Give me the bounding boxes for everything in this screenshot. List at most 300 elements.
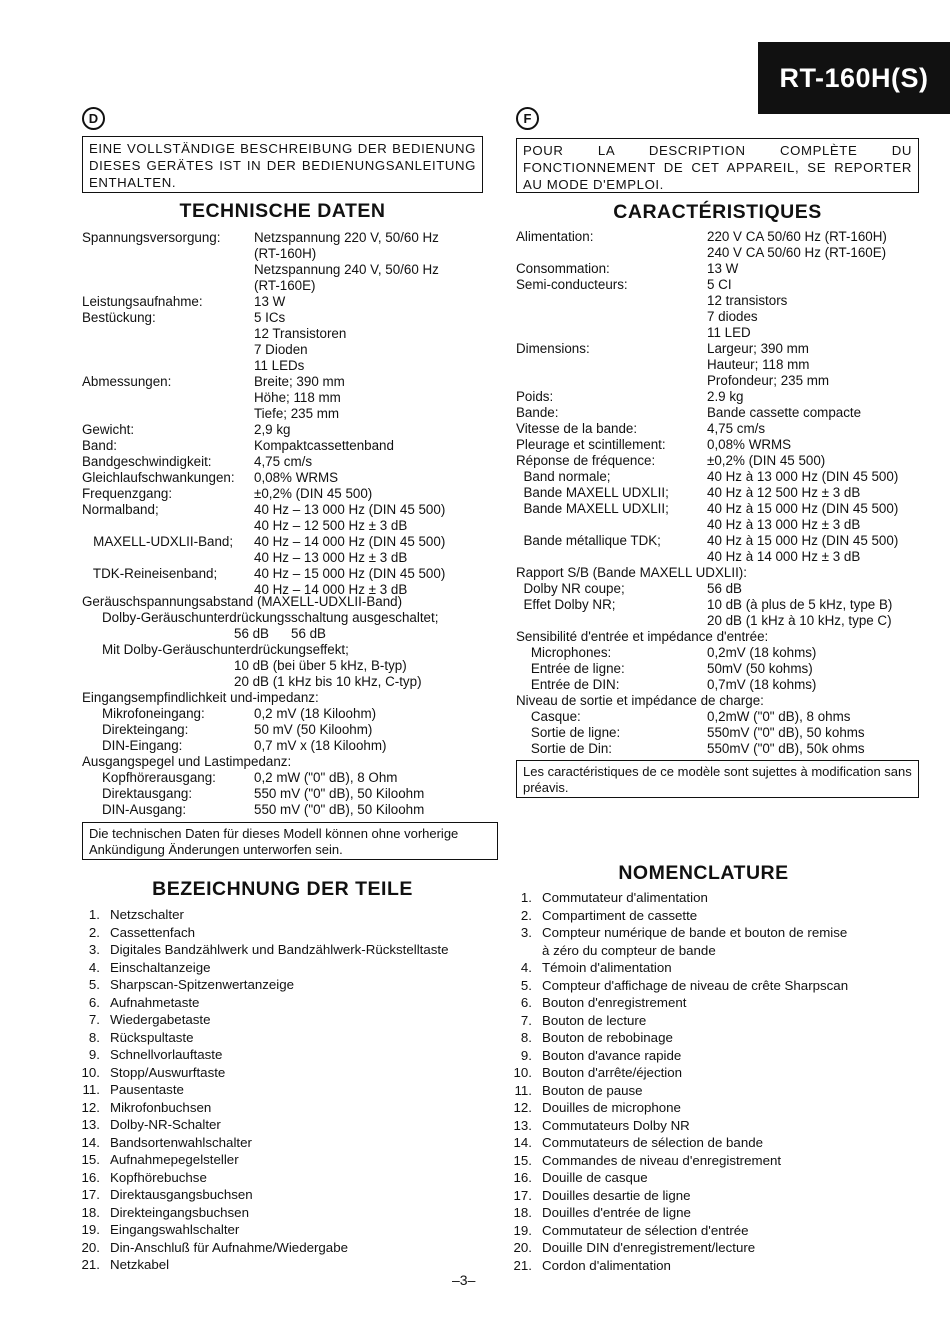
part-de-number: 19. [81, 1222, 100, 1237]
spec-fr-value: 0,08% WRMS [707, 437, 792, 452]
spec-de-row [82, 438, 492, 454]
part-fr-number: 6. [520, 995, 532, 1010]
spec-fr-row [516, 501, 936, 517]
part-de-item [80, 1204, 500, 1222]
spec-fr-row [516, 293, 936, 309]
snr-on-value2-de: 20 dB (1 kHz bis 10 kHz, C-typ) [234, 674, 422, 689]
part-fr-item [512, 1117, 932, 1135]
part-de-item [80, 1116, 500, 1134]
spec-de-row [82, 470, 492, 486]
part-fr-item [512, 889, 932, 907]
part-fr-item [512, 1099, 932, 1117]
output-de-row [82, 802, 502, 818]
part-fr-text: Compteur numérique de bande et bouton de remise à zéro du compteur de bande [542, 925, 848, 958]
output-de-value: 550 mV ("0" dB), 50 Kiloohm [254, 802, 425, 817]
part-de-text: Sharpscan-Spitzenwertanzeige [110, 977, 295, 992]
part-de-text: Einschaltanzeige [110, 959, 211, 975]
part-de-item [80, 1064, 500, 1082]
spec-fr-label: Bande MAXELL UDXLII; [516, 501, 669, 516]
notice-de: EINE VOLLSTÄNDIGE BESCHREIBUNG DER BEDIENUNG DIESES GERÄTES IST IN DER BEDIENUNGSANLEITUNG ENTHALTEN. [82, 136, 483, 193]
spec-fr-row [516, 549, 936, 565]
spec-fr-value: 0,2mW ("0" dB), 8 ohms [707, 709, 851, 724]
spec-de-row [82, 550, 492, 566]
part-de-text: Wiedergabetaste [110, 1012, 211, 1027]
input-heading-de: Eingangsempfindlichkeit und-impedanz: [82, 690, 319, 705]
spec-de-row [82, 278, 492, 294]
spec-fr-row [516, 709, 936, 725]
spec-fr-value: 5 CI [707, 277, 732, 292]
spec-fr-label: Bande: [516, 405, 559, 420]
spec-fr-label: Microphones: [516, 645, 612, 660]
spec-de-value: Netzspannung 240 V, 50/60 Hz [254, 262, 439, 277]
part-de-number: 8. [88, 1029, 100, 1045]
part-de-number: 13. [81, 1117, 100, 1132]
spec-de-label: MAXELL-UDXLII-Band; [82, 534, 234, 549]
spec-de-value: 13 W [254, 294, 286, 309]
spec-fr-row [516, 261, 936, 277]
spec-de-value: Netzspannung 220 V, 50/60 Hz [254, 230, 439, 245]
spec-de-label: Gleichlaufschwankungen: [82, 470, 235, 485]
part-fr-text: Bouton d'avance rapide [542, 1047, 682, 1063]
spec-fr-row [516, 389, 936, 405]
spec-fr-label: Sensibilité d'entrée et impédance d'entrée: [516, 629, 769, 644]
part-de-number: 14. [81, 1134, 100, 1150]
spec-fr-row [516, 629, 936, 645]
spec-fr-label: Semi-conducteurs: [516, 277, 628, 292]
part-fr-text: Douilles desartie de ligne [542, 1187, 691, 1203]
part-de-item [80, 994, 500, 1012]
spec-fr-value: 50mV (50 kohms) [707, 661, 813, 676]
part-fr-text: Douille DIN d'enregistrement/lecture [542, 1240, 756, 1255]
part-fr-number: 1. [520, 890, 532, 905]
part-de-number: 11. [82, 1082, 100, 1097]
spec-fr-row [516, 325, 936, 341]
language-mark-fr: F [516, 107, 539, 130]
part-fr-item [512, 907, 932, 925]
spec-de-row [82, 326, 492, 342]
part-de-number: 15. [81, 1152, 100, 1167]
spec-de-row [82, 262, 492, 278]
spec-de-label: Bandgeschwindigkeit: [82, 454, 212, 469]
spec-de-value: ±0,2% (DIN 45 500) [254, 486, 373, 501]
spec-fr-label: Dolby NR coupe; [516, 581, 625, 596]
part-fr-text: Douilles d'entrée de ligne [542, 1205, 691, 1220]
spec-fr-value: 56 dB [707, 581, 742, 596]
spec-de-value: 40 Hz – 13 000 Hz (DIN 45 500) [254, 502, 446, 517]
spec-fr-value: 13 W [707, 261, 739, 276]
spec-de-value: 11 LEDs [254, 358, 305, 373]
spec-fr-label: Rapport S/B (Bande MAXELL UDXLII): [516, 565, 747, 580]
spec-fr-value: 40 Hz à 15 000 Hz (DIN 45 500) [707, 533, 899, 548]
input-de-label: Direkteingang: [102, 722, 189, 737]
spec-fr-row [516, 245, 936, 261]
part-de-item [80, 1029, 500, 1047]
output-de-value: 550 mV ("0" dB), 50 Kiloohm [254, 786, 425, 801]
part-fr-number: 21. [513, 1257, 532, 1273]
part-fr-item [512, 924, 932, 959]
specs-title-fr: CARACTÉRISTIQUES [613, 201, 822, 223]
spec-fr-label: Casque: [516, 709, 581, 724]
spec-fr-row [516, 421, 936, 437]
spec-fr-row [516, 405, 936, 421]
spec-fr-row [516, 469, 936, 485]
part-fr-number: 15. [513, 1152, 532, 1168]
spec-de-label: Frequenzgang: [82, 486, 173, 501]
part-fr-item [512, 1134, 932, 1152]
part-de-number: 12. [81, 1099, 100, 1115]
spec-de-value: 4,75 cm/s [254, 454, 313, 469]
part-de-number: 1. [88, 907, 100, 922]
part-de-text: Aufnahmepegelsteller [110, 1152, 239, 1167]
spec-de-value: 40 Hz – 14 000 Hz (DIN 45 500) [254, 534, 446, 549]
part-fr-text: Cordon d'alimentation [542, 1257, 671, 1273]
spec-fr-row [516, 373, 936, 389]
part-fr-text: Commutateurs de sélection de bande [542, 1135, 764, 1150]
specs-table-fr [516, 229, 936, 757]
model-badge: RT-160H(S) [758, 42, 950, 114]
disclaimer-fr: Les caractéristiques de ce modèle sont sujettes à modification sans préavis. [516, 760, 919, 798]
spec-fr-value: 0,2mV (18 kohms) [707, 645, 817, 660]
part-de-number: 3. [88, 942, 100, 957]
spec-de-row [82, 294, 492, 310]
input-de-row [82, 706, 502, 722]
spec-fr-label: Bande MAXELL UDXLII; [516, 485, 669, 500]
spec-de-label: Normalband; [82, 502, 159, 517]
part-de-item [80, 1186, 500, 1204]
part-fr-item [512, 994, 932, 1012]
spec-fr-label: Pleurage et scintillement: [516, 437, 666, 452]
part-de-number: 7. [88, 1012, 100, 1027]
part-de-text: Direktausgangsbuchsen [110, 1187, 253, 1202]
spec-fr-value: 10 dB (à plus de 5 kHz, type B) [707, 597, 893, 612]
spec-de-row [82, 406, 492, 422]
part-fr-item [512, 1257, 932, 1275]
parts-list-fr [512, 889, 932, 1274]
part-fr-number: 11. [514, 1082, 532, 1098]
spec-de-label: Band: [82, 438, 117, 453]
spec-de-value: 40 Hz – 12 500 Hz ± 3 dB [254, 518, 408, 533]
part-de-item [80, 1239, 500, 1257]
spec-fr-row [516, 693, 936, 709]
spec-fr-value: Bande cassette compacte [707, 405, 862, 420]
spec-de-value: Breite; 390 mm [254, 374, 345, 389]
part-de-number: 16. [81, 1169, 100, 1185]
spec-fr-value: 12 transistors [707, 293, 788, 308]
spec-de-value: 2,9 kg [254, 422, 291, 437]
spec-fr-value: 40 Hz à 12 500 Hz ± 3 dB [707, 485, 861, 500]
part-fr-number: 14. [513, 1135, 532, 1150]
part-fr-item [512, 977, 932, 995]
part-de-number: 4. [88, 959, 100, 975]
spec-fr-row [516, 565, 936, 581]
part-de-text: Digitales Bandzählwerk und Bandzählwerk-Rückstelltaste [110, 942, 449, 957]
part-fr-item [512, 1082, 932, 1100]
part-fr-item [512, 1169, 932, 1187]
spec-fr-value: 550mV ("0" dB), 50 kohms [707, 725, 865, 740]
part-fr-text: Bouton de rebobinage [542, 1030, 673, 1045]
input-de-value: 0,2 mV (18 Kiloohm) [254, 706, 377, 721]
spec-fr-label: Entrée de DIN: [516, 677, 620, 692]
part-fr-text: Commutateurs Dolby NR [542, 1117, 690, 1133]
part-fr-text: Bouton d'enregistrement [542, 995, 687, 1010]
spec-fr-label: Dimensions: [516, 341, 590, 356]
spec-de-value: 40 Hz – 14 000 Hz ± 3 dB [254, 582, 408, 597]
part-fr-text: Commandes de niveau d'enregistrement [542, 1152, 782, 1168]
parts-title-de: BEZEICHNUNG DER TEILE [152, 878, 413, 900]
spec-de-row [82, 518, 492, 534]
spec-de-value: 5 ICs [254, 310, 286, 325]
spec-de-row [82, 486, 492, 502]
part-de-text: Rückspultaste [110, 1029, 194, 1045]
part-de-item [80, 976, 500, 994]
part-fr-text: Témoin d'alimentation [542, 960, 672, 975]
part-de-item [80, 1221, 500, 1239]
part-fr-number: 3. [520, 925, 532, 940]
output-de-row [82, 786, 502, 802]
part-de-item [80, 941, 500, 959]
spec-fr-value: 240 V CA 50/60 Hz (RT-160E) [707, 245, 887, 260]
part-fr-number: 9. [520, 1047, 532, 1063]
part-fr-text: Douilles de microphone [542, 1100, 681, 1115]
spec-de-row [82, 422, 492, 438]
output-de-label: Direktausgang: [102, 786, 193, 801]
spec-fr-value: Largeur; 390 mm [707, 341, 809, 356]
spec-fr-row [516, 581, 936, 597]
spec-de-value: (RT-160E) [254, 278, 316, 293]
spec-fr-label: Entrée de ligne: [516, 661, 625, 676]
spec-fr-row [516, 741, 936, 757]
spec-fr-row [516, 453, 936, 469]
spec-fr-value: Hauteur; 118 mm [707, 357, 810, 372]
part-fr-number: 18. [513, 1205, 532, 1220]
part-de-text: Pausentaste [110, 1082, 184, 1097]
spec-fr-value: 40 Hz à 14 000 Hz ± 3 dB [707, 549, 861, 564]
spec-fr-row [516, 229, 936, 245]
snr-off-label-de: Dolby-Geräuschunterdrückungsschaltung ausgeschaltet; [102, 610, 439, 625]
part-de-item [80, 1169, 500, 1187]
output-de-value: 0,2 mW ("0" dB), 8 Ohm [254, 770, 398, 785]
part-de-number: 6. [88, 994, 100, 1010]
spec-de-row [82, 390, 492, 406]
part-de-number: 20. [81, 1239, 100, 1255]
part-de-text: Netzschalter [110, 907, 184, 922]
spec-fr-value: 220 V CA 50/60 Hz (RT-160H) [707, 229, 887, 244]
language-mark-de: D [82, 107, 105, 130]
part-fr-number: 7. [520, 1012, 532, 1028]
part-de-text: Bandsortenwahlschalter [110, 1134, 252, 1150]
part-de-item [80, 1046, 500, 1064]
spec-de-value: 7 Dioden [254, 342, 308, 357]
spec-fr-label: Band normale; [516, 469, 611, 484]
spec-de-row [82, 230, 492, 246]
spec-fr-row [516, 309, 936, 325]
part-de-text: Aufnahmetaste [110, 994, 200, 1010]
output-heading-de: Ausgangspegel und Lastimpedanz: [82, 754, 292, 769]
spec-fr-value: 2.9 kg [707, 389, 744, 404]
spec-de-row [82, 358, 492, 374]
part-fr-number: 4. [520, 960, 532, 975]
spec-de-row [82, 342, 492, 358]
part-fr-text: Bouton de lecture [542, 1012, 647, 1028]
spec-fr-value: 0,7mV (18 kohms) [707, 677, 817, 692]
spec-de-row [82, 502, 492, 518]
spec-fr-value: 550mV ("0" dB), 50k ohms [707, 741, 865, 756]
part-fr-item [512, 1187, 932, 1205]
input-de-value: 50 mV (50 Kiloohm) [254, 722, 373, 737]
spec-fr-row [516, 677, 936, 693]
spec-de-value: Höhe; 118 mm [254, 390, 341, 405]
spec-fr-value: 40 Hz à 13 000 Hz (DIN 45 500) [707, 469, 899, 484]
spec-de-value: 0,08% WRMS [254, 470, 339, 485]
specs-table-de [82, 230, 492, 598]
spec-fr-value: 40 Hz à 15 000 Hz (DIN 45 500) [707, 501, 899, 516]
spec-fr-label: Sortie de ligne: [516, 725, 621, 740]
part-de-text: Kopfhörebuchse [110, 1169, 207, 1185]
spec-de-row [82, 374, 492, 390]
input-de-row [82, 738, 502, 754]
spec-fr-value: Profondeur; 235 mm [707, 373, 830, 388]
output-de-row [82, 770, 502, 786]
spec-fr-row [516, 725, 936, 741]
spec-fr-value: 20 dB (1 kHz à 10 kHz, type C) [707, 613, 892, 628]
spec-de-label: Abmessungen: [82, 374, 172, 389]
part-de-text: Eingangswahlschalter [110, 1222, 240, 1237]
input-de-value: 0,7 mV x (18 Kiloohm) [254, 738, 387, 753]
spec-de-label: Gewicht: [82, 422, 135, 437]
spec-fr-value: 7 diodes [707, 309, 758, 324]
part-de-number: 18. [81, 1204, 100, 1220]
spec-fr-row [516, 357, 936, 373]
part-fr-item [512, 1029, 932, 1047]
part-de-item [80, 1081, 500, 1099]
part-de-item [80, 1151, 500, 1169]
part-de-number: 10. [81, 1064, 100, 1080]
snr-off-value-de: 56 dB [234, 626, 269, 641]
spec-de-value: 12 Transistoren [254, 326, 347, 341]
part-de-number: 9. [88, 1047, 100, 1062]
snr-on-value1-de: 10 dB (bei über 5 kHz, B-typ) [234, 658, 407, 673]
part-de-text: Dolby-NR-Schalter [110, 1117, 221, 1132]
page-number: –3– [452, 1272, 476, 1288]
part-de-text: Mikrofonbuchsen [110, 1099, 212, 1115]
specs-title-de: TECHNISCHE DATEN [179, 200, 386, 222]
part-de-text: Netzkabel [110, 1257, 170, 1272]
part-fr-text: Commutateur d'alimentation [542, 890, 708, 905]
spec-de-label: Leistungsaufnahme: [82, 294, 203, 309]
part-de-item [80, 1134, 500, 1152]
part-de-text: Din-Anschluß für Aufnahme/Wiedergabe [110, 1239, 348, 1255]
input-de-label: Mikrofoneingang: [102, 706, 205, 721]
part-de-text: Schnellvorlauftaste [110, 1047, 223, 1062]
part-de-number: 17. [81, 1187, 100, 1202]
part-fr-number: 20. [513, 1240, 532, 1255]
part-fr-text: Douille de casque [542, 1170, 648, 1185]
spec-fr-row [516, 613, 936, 629]
output-de-label: Kopfhörerausgang: [102, 770, 216, 785]
part-fr-text: Compartiment de cassette [542, 907, 698, 923]
part-fr-text: Bouton de pause [542, 1082, 643, 1098]
part-fr-text: Commutateur de sélection d'entrée [542, 1222, 749, 1238]
part-de-item [80, 1011, 500, 1029]
part-fr-number: 2. [520, 907, 532, 923]
spec-de-label: Bestückung: [82, 310, 156, 325]
spec-fr-value: ±0,2% (DIN 45 500) [707, 453, 826, 468]
part-de-number: 5. [88, 977, 100, 992]
spec-de-row [82, 534, 492, 550]
part-fr-item [512, 1222, 932, 1240]
notice-fr: POUR LA DESCRIPTION COMPLÈTE DU FONCTIONNEMENT DE CET APPAREIL, SE REPORTER AU MODE D'EMPLOI. [516, 138, 919, 193]
spec-de-label: TDK-Reineisenband; [82, 566, 218, 581]
spec-fr-row [516, 485, 936, 501]
part-de-item [80, 1099, 500, 1117]
spec-fr-row [516, 341, 936, 357]
part-fr-number: 10. [513, 1065, 532, 1080]
part-de-item [80, 1256, 500, 1274]
snr-on-label-de: Mit Dolby-Geräuschunterdrückungseffekt; [102, 642, 349, 657]
output-de-label: DIN-Ausgang: [102, 802, 187, 817]
spec-fr-row [516, 517, 936, 533]
spec-fr-row [516, 277, 936, 293]
spec-fr-value: 40 Hz à 13 000 Hz ± 3 dB [707, 517, 861, 532]
part-de-number: 21. [81, 1257, 100, 1272]
spec-fr-label: Poids: [516, 389, 554, 404]
spec-fr-value: 11 LED [707, 325, 751, 340]
spec-fr-value: 4,75 cm/s [707, 421, 766, 436]
spec-fr-row [516, 597, 936, 613]
spec-de-row [82, 246, 492, 262]
part-fr-item [512, 959, 932, 977]
part-de-text: Direkteingangsbuchsen [110, 1204, 249, 1220]
snr-off-value-repeat-de: 56 dB [291, 626, 326, 641]
spec-fr-label: Niveau de sortie et impédance de charge: [516, 693, 764, 708]
part-fr-number: 13. [513, 1117, 532, 1133]
part-fr-item [512, 1012, 932, 1030]
spec-fr-label: Alimentation: [516, 229, 594, 244]
part-fr-number: 8. [520, 1030, 532, 1045]
spec-de-label: Spannungsversorgung: [82, 230, 221, 245]
spec-de-value: 40 Hz – 13 000 Hz ± 3 dB [254, 550, 408, 565]
part-fr-item [512, 1047, 932, 1065]
spec-de-value: Kompaktcassettenband [254, 438, 394, 453]
spec-fr-label: Effet Dolby NR; [516, 597, 616, 612]
part-fr-number: 19. [513, 1222, 532, 1238]
part-fr-text: Compteur d'affichage de niveau de crête Sharpscan [542, 977, 849, 993]
spec-de-value: (RT-160H) [254, 246, 317, 261]
part-fr-item [512, 1239, 932, 1257]
spec-fr-row [516, 533, 936, 549]
spec-fr-label: Consommation: [516, 261, 610, 276]
spec-de-row [82, 566, 492, 582]
input-de-row [82, 722, 502, 738]
spec-de-row [82, 454, 492, 470]
parts-list-de [80, 906, 500, 1274]
spec-fr-row [516, 645, 936, 661]
part-fr-number: 5. [520, 977, 532, 993]
input-de-label: DIN-Eingang: [102, 738, 183, 753]
part-de-item [80, 959, 500, 977]
spec-fr-label: Bande métallique TDK; [516, 533, 661, 548]
spec-fr-label: Vitesse de la bande: [516, 421, 638, 436]
part-fr-number: 16. [513, 1170, 532, 1185]
snr-block-de [82, 594, 502, 818]
part-de-text: Stopp/Auswurftaste [110, 1064, 226, 1080]
part-de-item [80, 924, 500, 942]
part-de-item [80, 906, 500, 924]
spec-de-value: Tiefe; 235 mm [254, 406, 340, 421]
spec-fr-label: Sortie de Din: [516, 741, 613, 756]
part-fr-item [512, 1064, 932, 1082]
spec-fr-row [516, 661, 936, 677]
